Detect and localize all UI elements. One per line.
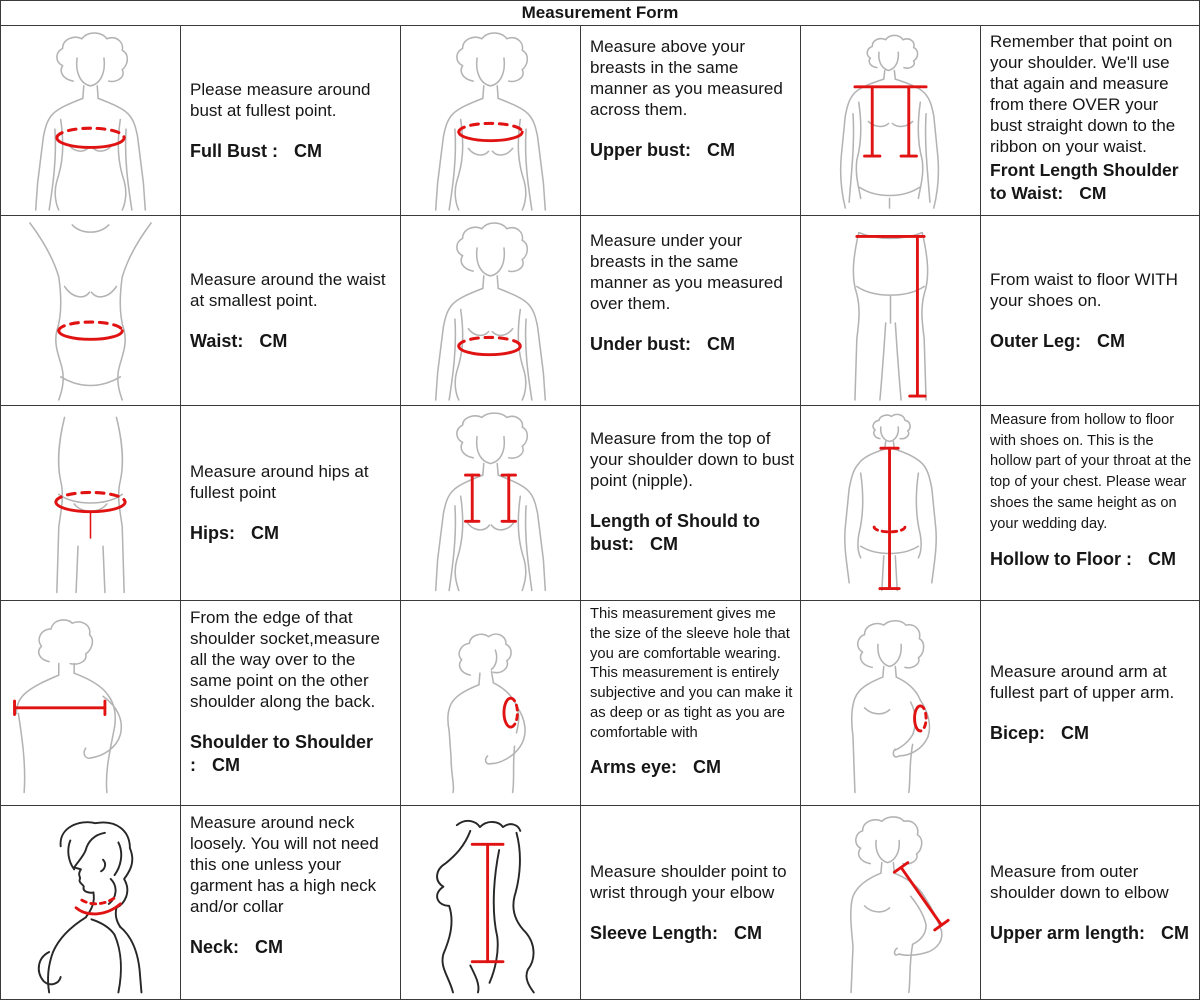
- figure-cell-full-bust: [1, 26, 181, 216]
- label-text: Upper arm length:: [990, 923, 1146, 944]
- arms-eye-figure: [403, 603, 578, 803]
- instruction-cell-upper-arm: [981, 806, 1199, 1000]
- instruction-cell-full-bust: [181, 26, 401, 216]
- unit-text: CM: [707, 140, 735, 161]
- instruction-text: Measure from the top of your shoulder down to bust point (nipple).: [590, 429, 795, 491]
- instruction-text: This measurement gives me the size of the sleeve hole that you are comfortable wearing. This measurement is entirely subjective and you can make it as deep or as tight as you are comfortable with: [590, 606, 793, 741]
- form-title: Measurement Form: [1, 1, 1199, 26]
- instruction-cell-under-bust: [581, 216, 801, 406]
- label-text: Shoulder to Shoulder :: [190, 732, 373, 775]
- label-text: Front Length Shoulder to Waist:: [990, 160, 1179, 204]
- measurement-label: [590, 922, 796, 944]
- figure-cell-front-length: [801, 26, 981, 216]
- unit-text: CM: [212, 754, 240, 775]
- unit-text: CM: [251, 523, 279, 544]
- instruction-cell-sleeve-length: [581, 806, 801, 1000]
- measurement-label: [990, 922, 1195, 944]
- label-text: Outer Leg:: [990, 330, 1082, 351]
- figure-cell-waist: [1, 216, 181, 406]
- unit-text: CM: [1161, 923, 1190, 944]
- instruction-text: Measure above your breasts in the same manner as you measured across them.: [590, 37, 783, 120]
- figure-cell-neck: [1, 806, 181, 1000]
- measurement-label: [190, 140, 396, 162]
- unit-text: CM: [1079, 183, 1107, 204]
- label-text: Sleeve Length:: [590, 923, 719, 944]
- measurement-label: [590, 510, 796, 555]
- figure-cell-bicep: [801, 601, 981, 806]
- instruction-text: Measure around the waist at smallest point.: [190, 269, 386, 310]
- label-text: Under bust:: [590, 334, 691, 355]
- measurement-label: [590, 333, 796, 355]
- instruction-cell-bicep: [981, 601, 1199, 806]
- unit-text: CM: [650, 533, 678, 554]
- label-text: Bicep:: [990, 723, 1046, 744]
- instruction-text: From waist to floor WITH your shoes on.: [990, 269, 1178, 310]
- label-text: Length of Should to bust:: [590, 511, 760, 554]
- measurement-label: [590, 139, 796, 161]
- full-bust-figure: [3, 28, 178, 213]
- measurement-label: [190, 936, 396, 958]
- unit-text: CM: [693, 756, 722, 777]
- figure-cell-sleeve-length: [401, 806, 581, 1000]
- figure-cell-hips: [1, 406, 181, 601]
- measurement-label: [990, 548, 1195, 570]
- measurement-label: [190, 330, 396, 352]
- measurement-label: [590, 756, 796, 778]
- instruction-cell-arms-eye: [581, 601, 801, 806]
- unit-text: CM: [255, 937, 284, 958]
- instruction-text: Remember that point on your shoulder. We'll use that again and measure from there OVER your bust straight down to the ribbon on your waist.: [990, 32, 1176, 157]
- instruction-text: From the edge of that shoulder socket,measure all the way over to the same point on the other shoulder along the back.: [190, 608, 380, 712]
- instruction-text: Measure around neck loosely. You will not need this one unless your garment has a high neck and/or collar: [190, 813, 379, 917]
- unit-text: CM: [259, 330, 288, 351]
- upper-arm-figure: [803, 808, 978, 998]
- instruction-text: Please measure around bust at fullest point.: [190, 79, 371, 120]
- unit-text: CM: [1097, 330, 1126, 351]
- upper-bust-figure: [403, 28, 578, 213]
- unit-text: CM: [707, 334, 735, 355]
- label-text: Upper bust:: [590, 140, 691, 161]
- shoulder-to-shoulder-figure: [3, 603, 178, 803]
- figure-cell-upper-bust: [401, 26, 581, 216]
- measurement-label: [190, 522, 396, 544]
- bicep-figure: [803, 603, 978, 803]
- figure-cell-upper-arm: [801, 806, 981, 1000]
- figure-cell-outer-leg: [801, 216, 981, 406]
- instruction-cell-hollow-to-floor: [981, 406, 1199, 601]
- figure-cell-under-bust: [401, 216, 581, 406]
- neck-figure: [3, 808, 178, 998]
- label-text: Neck:: [190, 937, 240, 958]
- instruction-text: Measure shoulder point to wrist through your elbow: [590, 862, 787, 903]
- sleeve-length-figure: [403, 808, 578, 998]
- figure-cell-hollow-to-floor: [801, 406, 981, 601]
- instruction-text: Measure around hips at fullest point: [190, 462, 369, 503]
- label-text: Full Bust :: [190, 140, 278, 161]
- label-text: Waist:: [190, 330, 244, 351]
- instruction-cell-front-length: [981, 26, 1199, 216]
- figure-cell-shoulder-to-shoulder: [1, 601, 181, 806]
- measurement-grid: [1, 26, 1199, 1000]
- instruction-text: Measure under your breasts in the same manner as you measured over them.: [590, 231, 783, 314]
- figure-cell-shoulder-to-bust: [401, 406, 581, 601]
- label-text: Arms eye:: [590, 756, 678, 777]
- front-length-figure: [803, 28, 978, 213]
- instruction-cell-upper-bust: [581, 26, 801, 216]
- waist-figure: [3, 218, 178, 403]
- instruction-cell-waist: [181, 216, 401, 406]
- unit-text: CM: [294, 140, 322, 161]
- instruction-cell-shoulder-to-shoulder: [181, 601, 401, 806]
- under-bust-figure: [403, 218, 578, 403]
- shoulder-to-bust-figure: [403, 408, 578, 598]
- unit-text: CM: [1147, 549, 1176, 570]
- label-text: Hips:: [190, 523, 235, 544]
- label-text: Hollow to Floor :: [990, 549, 1132, 570]
- instruction-text: Measure around arm at fullest part of upper arm.: [990, 662, 1175, 703]
- measurement-label: [190, 731, 396, 776]
- instruction-text: Measure from hollow to floor with shoes on. This is the hollow part of your throat at the top of your chest. Please wear shoes the same height as on your wedding day.: [990, 412, 1192, 532]
- figure-cell-arms-eye: [401, 601, 581, 806]
- instruction-text: Measure from outer shoulder down to elbow: [990, 862, 1169, 903]
- instruction-cell-hips: [181, 406, 401, 601]
- measurement-label: [990, 330, 1195, 352]
- instruction-cell-neck: [181, 806, 401, 1000]
- instruction-cell-outer-leg: [981, 216, 1199, 406]
- unit-text: CM: [734, 923, 763, 944]
- measurement-label: [990, 722, 1195, 744]
- instruction-cell-shoulder-to-bust: [581, 406, 801, 601]
- hips-figure: [3, 408, 178, 598]
- outer-leg-figure: [803, 218, 978, 403]
- hollow-to-floor-figure: [803, 408, 978, 598]
- unit-text: CM: [1061, 723, 1090, 744]
- measurement-label: [990, 159, 1195, 205]
